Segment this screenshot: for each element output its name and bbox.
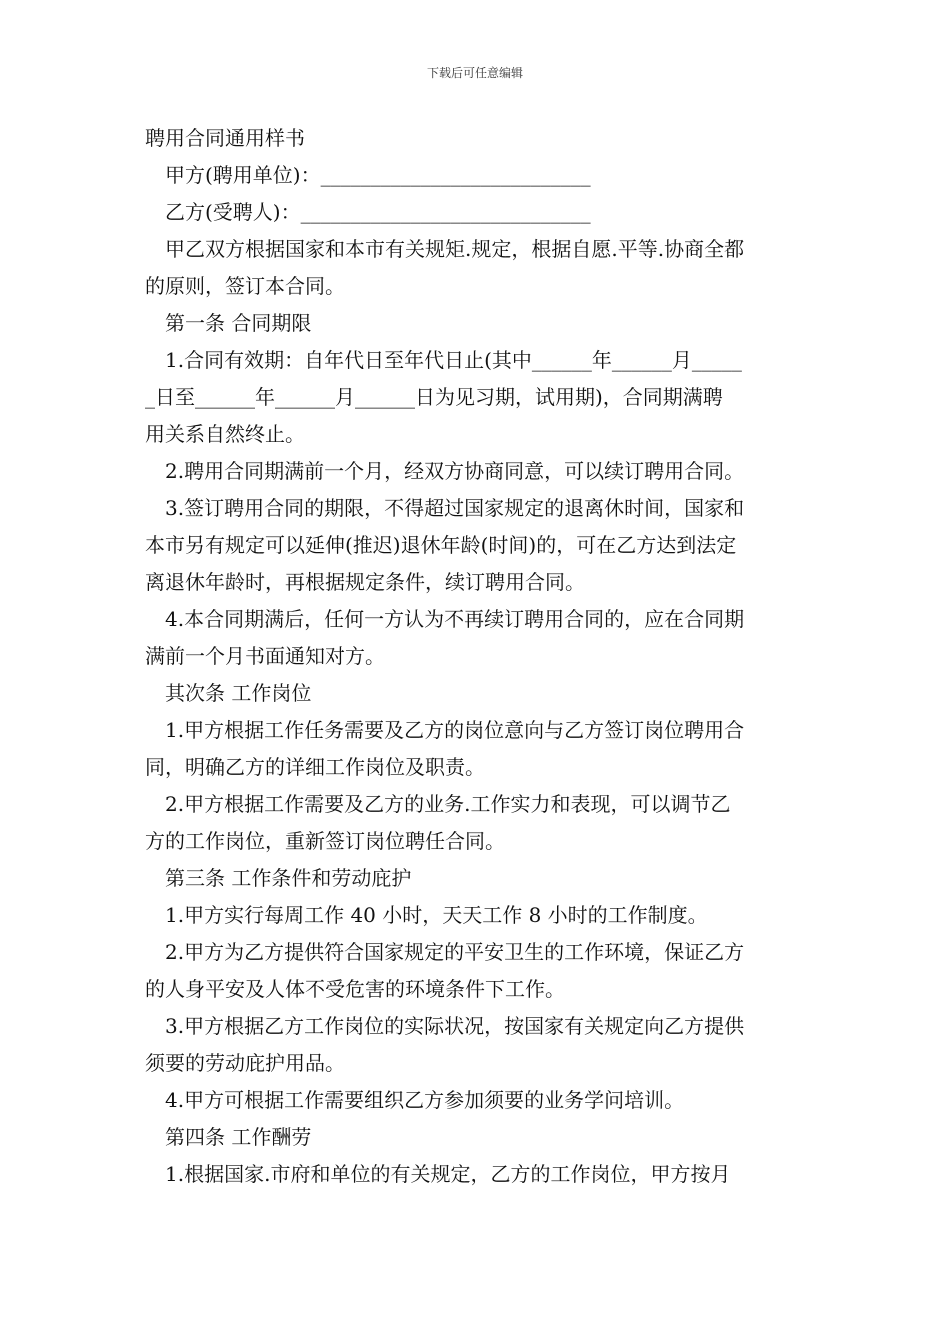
- clause-line: 1.合同有效期：自年代日至年代日止(其中______年______月_____: [165, 348, 742, 372]
- clause-line: 同，明确乙方的详细工作岗位及职责。: [145, 755, 485, 779]
- clause-line: 3.签订聘用合同的期限，不得超过国家规定的退离休时间，国家和: [165, 496, 745, 520]
- clause-line: 4.本合同期满后，任何一方认为不再续订聘用合同的，应在合同期: [165, 607, 745, 631]
- preamble-line: 的原则，签订本合同。: [145, 274, 345, 298]
- party-a-line: 甲方(聘用单位)：___________________________: [165, 163, 591, 187]
- preamble-line: 甲乙双方根据国家和本市有关规矩.规定，根据自愿.平等.协商全都: [165, 237, 745, 261]
- contract-body: [145, 120, 810, 1193]
- clause-line: 2.甲方根据工作需要及乙方的业务.工作实力和表现，可以调节乙: [165, 792, 731, 816]
- clause-line: 满前一个月书面通知对方。: [145, 644, 385, 668]
- clause-line: 1.根据国家.市府和单位的有关规定，乙方的工作岗位，甲方按月: [165, 1162, 731, 1186]
- clause-line: 2.聘用合同期满前一个月，经双方协商同意，可以续订聘用合同。: [165, 459, 745, 483]
- clause-line: _日至______年______月______日为见习期，试用期)，合同期满聘: [145, 385, 723, 409]
- clause-line: 2.甲方为乙方提供符合国家规定的平安卫生的工作环境，保证乙方: [165, 940, 745, 964]
- page-header-note: 下载后可任意编辑: [426, 66, 523, 80]
- clause-line: 1.甲方实行每周工作 40 小时，天天工作 8 小时的工作制度。: [165, 903, 708, 927]
- document-title: 聘用合同通用样书: [145, 126, 305, 150]
- clause-line: 须要的劳动庇护用品。: [145, 1051, 345, 1075]
- clause-line: 用关系自然终止。: [145, 422, 305, 446]
- article-heading: 第四条 工作酬劳: [165, 1125, 312, 1149]
- clause-line: 本市另有规定可以延伸(推迟)退休年龄(时间)的，可在乙方达到法定: [145, 533, 737, 557]
- article-heading: 其次条 工作岗位: [165, 681, 312, 705]
- clause-line: 方的工作岗位，重新签订岗位聘任合同。: [145, 829, 505, 853]
- clause-line: 离退休年龄时，再根据规定条件，续订聘用合同。: [145, 570, 585, 594]
- clause-line: 的人身平安及人体不受危害的环境条件下工作。: [145, 977, 565, 1001]
- clause-line: 4.甲方可根据工作需要组织乙方参加须要的业务学问培训。: [165, 1088, 685, 1112]
- clause-line: 1.甲方根据工作任务需要及乙方的岗位意向与乙方签订岗位聘用合: [165, 718, 745, 742]
- article-heading: 第一条 合同期限: [165, 311, 312, 335]
- clause-line: 3.甲方根据乙方工作岗位的实际状况，按国家有关规定向乙方提供: [165, 1014, 745, 1038]
- article-heading: 第三条 工作条件和劳动庇护: [165, 866, 412, 890]
- party-b-line: 乙方(受聘人)：_____________________________: [165, 200, 591, 224]
